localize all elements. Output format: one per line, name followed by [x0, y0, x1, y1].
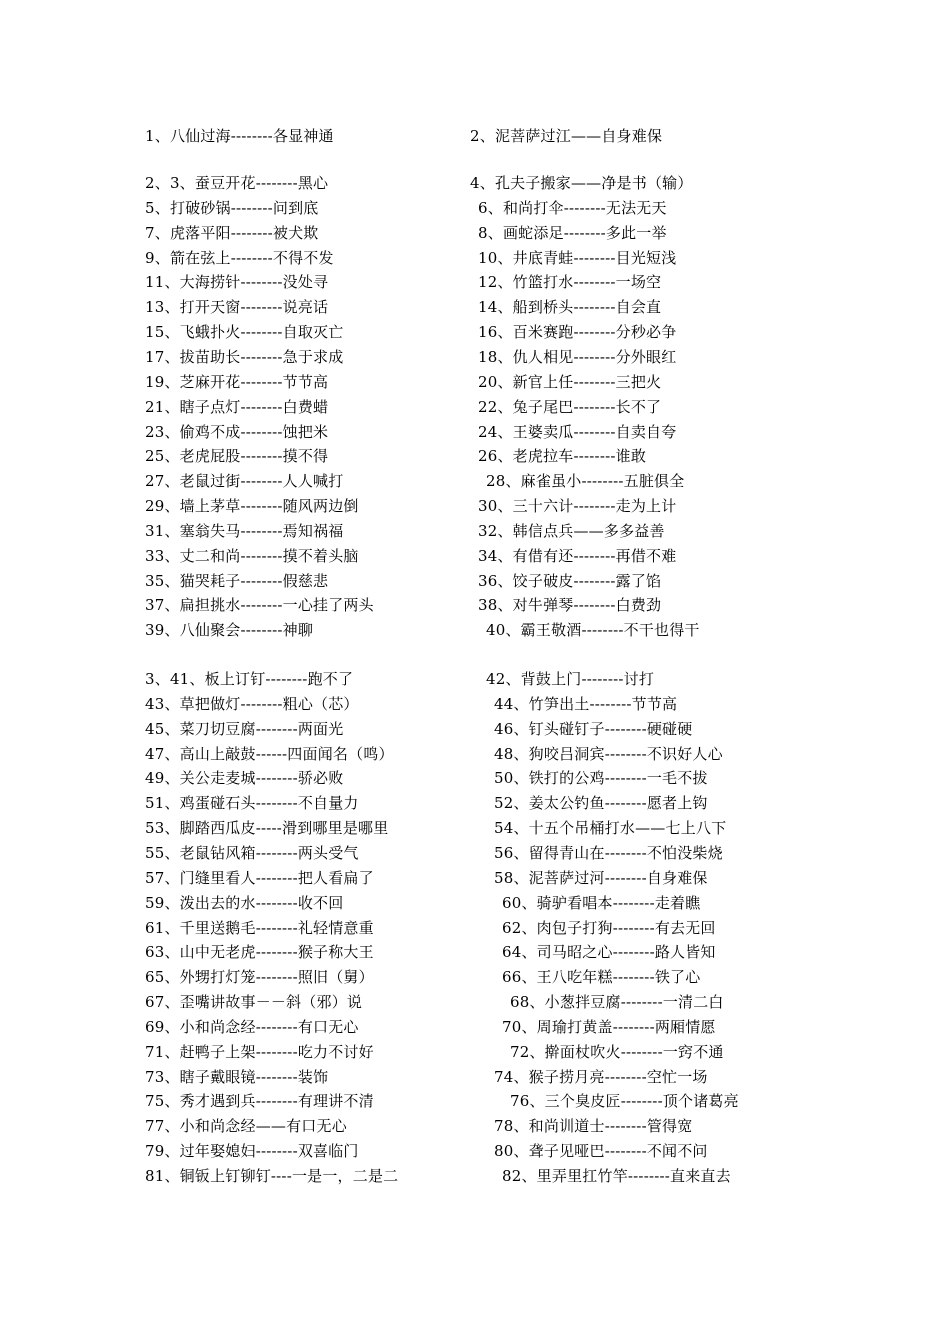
right-proverb-line: 28、麻雀虽小--------五脏俱全 — [486, 472, 685, 491]
right-proverb-line: 2、泥菩萨过江——自身难保 — [470, 127, 663, 145]
right-proverb-line: 60、骑驴看唱本--------走着瞧 — [502, 893, 701, 912]
right-proverb-line: 70、周瑜打黄盖--------两厢情愿 — [502, 1017, 716, 1036]
right-proverb-line: 32、韩信点兵——多多益善 — [478, 521, 665, 540]
left-proverb-line: 15、飞蛾扑火--------自取灭亡 — [145, 323, 344, 342]
right-proverb-line: 22、兔子尾巴--------长不了 — [478, 397, 662, 416]
left-proverb-line: 77、小和尚念经——有口无心 — [145, 1117, 347, 1136]
left-proverb-line: 21、瞎子点灯--------白费蜡 — [145, 397, 329, 416]
left-proverb-line: 2、3、蚕豆开花--------黑心 — [145, 174, 329, 192]
right-proverb-line: 62、肉包子打狗--------有去无回 — [502, 918, 716, 937]
left-proverb-line: 49、关公走麦城--------骄必败 — [145, 769, 344, 788]
right-proverb-line: 54、十五个吊桶打水——七上八下 — [494, 819, 727, 838]
left-proverb-line: 57、门缝里看人--------把人看扁了 — [145, 868, 374, 887]
right-proverb-line: 72、擀面杖吹火--------一窍不通 — [510, 1042, 724, 1061]
right-proverb-line: 20、新官上任--------三把火 — [478, 372, 662, 391]
left-proverb-line: 59、泼出去的水--------收不回 — [145, 893, 344, 912]
left-proverb-line: 27、老鼠过街--------人人喊打 — [145, 472, 344, 491]
left-proverb-line: 51、鸡蛋碰石头--------不自量力 — [145, 794, 359, 813]
left-proverb-line: 17、拔苗助长--------急于求成 — [145, 347, 344, 366]
right-proverb-line: 36、饺子破皮--------露了馅 — [478, 571, 662, 590]
left-proverb-line: 53、脚踏西瓜皮-----滑到哪里是哪里 — [145, 819, 389, 838]
left-proverb-line: 79、过年娶媳妇--------双喜临门 — [145, 1142, 359, 1161]
left-proverb-line: 45、菜刀切豆腐--------两面光 — [145, 719, 344, 738]
left-proverb-line: 73、瞎子戴眼镜--------装饰 — [145, 1067, 329, 1086]
right-proverb-line: 58、泥菩萨过河--------自身难保 — [494, 868, 708, 887]
left-proverb-line: 9、箭在弦上--------不得不发 — [145, 248, 334, 267]
left-proverb-line: 71、赶鸭子上架--------吃力不讨好 — [145, 1042, 374, 1061]
right-proverb-line: 14、船到桥头--------自会直 — [478, 298, 662, 317]
left-proverb-line: 69、小和尚念经--------有口无心 — [145, 1017, 359, 1036]
right-proverb-line: 52、姜太公钓鱼--------愿者上钩 — [494, 794, 708, 813]
right-proverb-line: 74、猴子捞月亮--------空忙一场 — [494, 1067, 708, 1086]
right-proverb-line: 24、王婆卖瓜--------自卖自夸 — [478, 422, 677, 441]
left-proverb-line: 25、老虎屁股--------摸不得 — [145, 447, 329, 466]
left-proverb-line: 23、偷鸡不成--------蚀把米 — [145, 422, 329, 441]
right-proverb-line: 78、和尚训道士--------管得宽 — [494, 1117, 693, 1136]
left-proverb-line: 7、虎落平阳--------被犬欺 — [145, 223, 319, 242]
left-proverb-line: 65、外甥打灯笼--------照旧（舅） — [145, 968, 374, 987]
right-proverb-line: 64、司马昭之心--------路人皆知 — [502, 943, 716, 962]
left-proverb-line: 11、大海捞针--------没处寻 — [145, 273, 329, 292]
right-proverb-line: 12、竹篮打水--------一场空 — [478, 273, 662, 292]
right-proverb-line: 56、留得青山在--------不怕没柴烧 — [494, 843, 723, 862]
right-proverb-line: 26、老虎拉车--------谁敢 — [478, 447, 647, 466]
right-proverb-line: 40、霸王敬酒--------不干也得干 — [486, 621, 700, 640]
right-proverb-line: 82、里弄里扛竹竿--------直来直去 — [502, 1167, 731, 1185]
left-proverb-line: 61、千里送鹅毛--------礼轻情意重 — [145, 918, 374, 937]
right-proverb-line: 66、王八吃年糕--------铁了心 — [502, 968, 701, 987]
left-proverb-line: 55、老鼠钻风箱--------两头受气 — [145, 843, 359, 862]
right-proverb-line: 16、百米赛跑--------分秒必争 — [478, 323, 677, 342]
left-proverb-line: 35、猫哭耗子--------假慈悲 — [145, 571, 329, 590]
right-proverb-line: 4、孔夫子搬家——净是书（输） — [470, 174, 693, 192]
right-proverb-line: 6、和尚打伞--------无法无天 — [478, 198, 667, 217]
left-proverb-line: 29、墙上茅草--------随风两边倒 — [145, 497, 359, 516]
right-proverb-line: 68、小葱拌豆腐--------一清二白 — [510, 993, 724, 1012]
left-proverb-line: 19、芝麻开花--------节节高 — [145, 372, 329, 391]
right-proverb-line: 42、背鼓上门--------讨打 — [486, 670, 655, 688]
left-proverb-line: 81、铜钣上钉铆钉----一是一，二是二 — [145, 1167, 399, 1185]
left-proverb-line: 47、高山上敲鼓------四面闻名（鸣） — [145, 744, 394, 763]
right-proverb-line: 46、钉头碰钉子--------硬碰硬 — [494, 719, 693, 738]
right-proverb-line: 80、聋子见哑巴--------不闻不问 — [494, 1142, 708, 1161]
left-proverb-line: 39、八仙聚会--------神聊 — [145, 621, 314, 640]
left-proverb-line: 37、扁担挑水--------一心挂了两头 — [145, 596, 374, 615]
left-proverb-line: 1、八仙过海--------各显神通 — [145, 127, 334, 145]
right-proverb-line: 10、井底青蛙--------目光短浅 — [478, 248, 677, 267]
left-proverb-line: 3、41、板上订钉--------跑不了 — [145, 670, 354, 688]
right-proverb-line: 48、狗咬吕洞宾--------不识好人心 — [494, 744, 723, 763]
left-proverb-line: 31、塞翁失马--------焉知祸福 — [145, 521, 344, 540]
right-proverb-line: 34、有借有还--------再借不难 — [478, 546, 677, 565]
right-proverb-line: 8、画蛇添足--------多此一举 — [478, 223, 667, 242]
right-proverb-line: 50、铁打的公鸡--------一毛不拔 — [494, 769, 708, 788]
left-proverb-line: 67、歪嘴讲故事－－斜（邪）说 — [145, 993, 363, 1012]
right-proverb-line: 30、三十六计--------走为上计 — [478, 497, 677, 516]
left-proverb-line: 13、打开天窗--------说亮话 — [145, 298, 329, 317]
left-proverb-line: 43、草把做灯--------粗心（芯） — [145, 694, 359, 713]
left-proverb-line: 75、秀才遇到兵--------有理讲不清 — [145, 1092, 374, 1111]
right-proverb-line: 38、对牛弹琴--------白费劲 — [478, 596, 662, 615]
right-proverb-line: 18、仇人相见--------分外眼红 — [478, 347, 677, 366]
right-proverb-line: 44、竹笋出土--------节节高 — [494, 694, 678, 713]
right-proverb-line: 76、三个臭皮匠--------顶个诸葛亮 — [510, 1092, 739, 1111]
left-proverb-line: 33、丈二和尚--------摸不着头脑 — [145, 546, 359, 565]
left-proverb-line: 63、山中无老虎--------猴子称大王 — [145, 943, 374, 962]
left-proverb-line: 5、打破砂锅--------问到底 — [145, 198, 319, 217]
